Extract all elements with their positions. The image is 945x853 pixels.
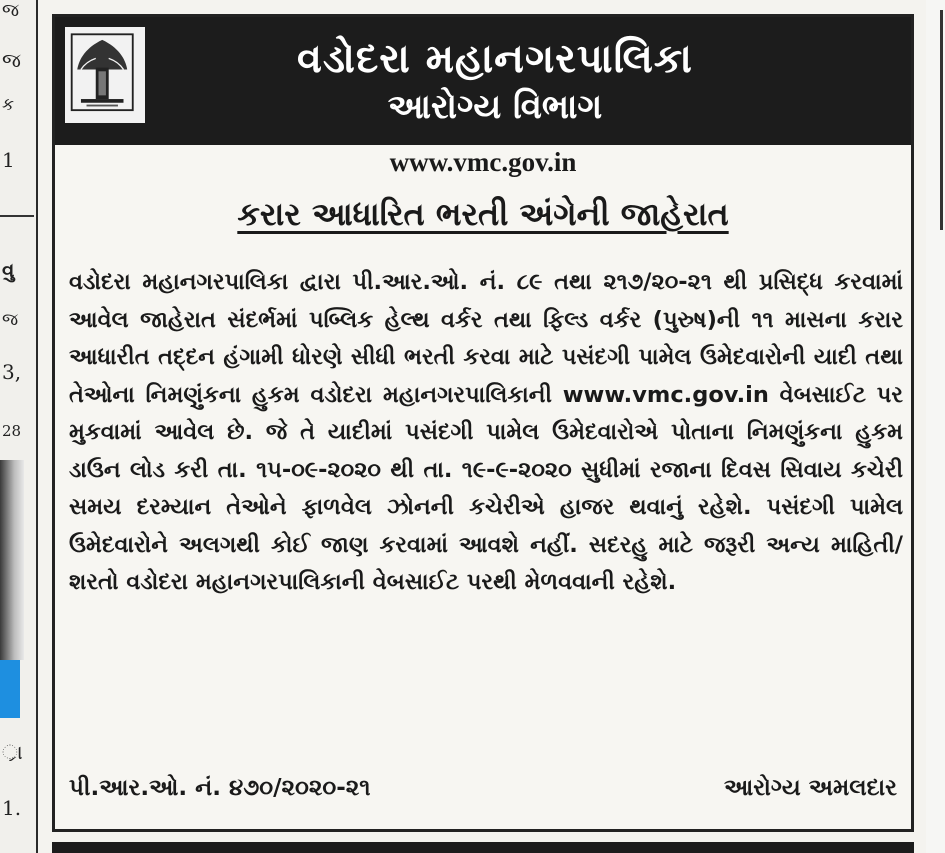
next-notice-edge [52, 842, 914, 853]
column-fragment: 1 [2, 148, 15, 172]
vmc-logo-icon [65, 27, 145, 123]
column-fragment: જ [2, 310, 19, 330]
notice-body: વડોદરા મહાનગરપાલિકા દ્વારા પી.આર.ઓ. નં. ૮૯ તથા ૨૧૭/૨૦-૨૧ થી પ્રસિદ્ધ કરવામાં આવેલ જાહેરાત સંદર્ભમાં પબ્લિક હેલ્થ વર્કર તથા ફિલ્ડ વર્કર (પુરુષ)ની ૧૧ માસના કરાર આધારીત તદ્દન હંગામી ધોરણે સીધી ભરતી કરવા માટે પસંદગી પામેલ ઉમેદવારોની યાદી તથા તેઓના નિમણુંકના હુકમ વડોદરા મહાનગરપાલિકાની www.vmc.gov.in વેબસાઈટ પર મુકવામાં આવેલ છે. જે તે યાદીમાં પસંદગી પામેલ ઉમેદવારોએ પોતાના નિમણુંકના હુકમ ડાઉન લોડ કરી તા. ૧૫-૦૯-૨૦૨૦ થી તા. ૧૯-૯-૨૦૨૦ સુધીમાં રજાના દિવસ સિવાય કચેરી સમય દરમ્યાન તેઓને ફાળવેલ ઝોનની કચેરીએ હાજર થવાનું રહેશે. પસંદગી પામેલ ઉમેદવારોને અલગથી કોઈ જાણ કરવામાં આવશે નહીં. સદરહુ માટે જરૂરી અન્ય માહિતી/શરતો વડોદરા મહાનગરપાલિકાની વેબસાઈટ પરથી મેળવવાની રહેશે. [69, 269, 903, 595]
column-fragment: 28 [2, 422, 22, 440]
column-fragment: 3, [2, 360, 22, 384]
public-notice [52, 14, 914, 832]
organization-name: વડોદરા મહાનગરપાલિકા [297, 35, 693, 82]
reference-number: પી.આર.ઓ. નં. ૪૭૦/૨૦૨૦-૨૧ [69, 775, 371, 801]
notice-header [55, 17, 911, 145]
adjacent-column [0, 0, 38, 853]
right-edge [926, 0, 945, 853]
column-fragment: જ [2, 48, 21, 72]
website-url: www.vmc.gov.in [389, 147, 577, 177]
column-fragment: જ [2, 0, 20, 21]
column-fragment: વુ [2, 258, 15, 282]
department-name: આરોગ્ય વિભાગ [387, 87, 603, 127]
adjacent-photo [0, 460, 24, 660]
adjacent-blue-block [0, 660, 20, 718]
column-rule [0, 215, 34, 217]
notice-title: કરાર આધારિત ભરતી અંગેની જાહેરાત [237, 195, 729, 233]
column-separator [36, 0, 38, 853]
column-fragment: ર્ા [2, 740, 23, 764]
column-fragment: ક [2, 95, 15, 115]
right-edge-rule [940, 10, 943, 230]
signatory: આરોગ્ય અમલદાર [723, 775, 897, 801]
column-fragment: 1. [2, 796, 22, 820]
